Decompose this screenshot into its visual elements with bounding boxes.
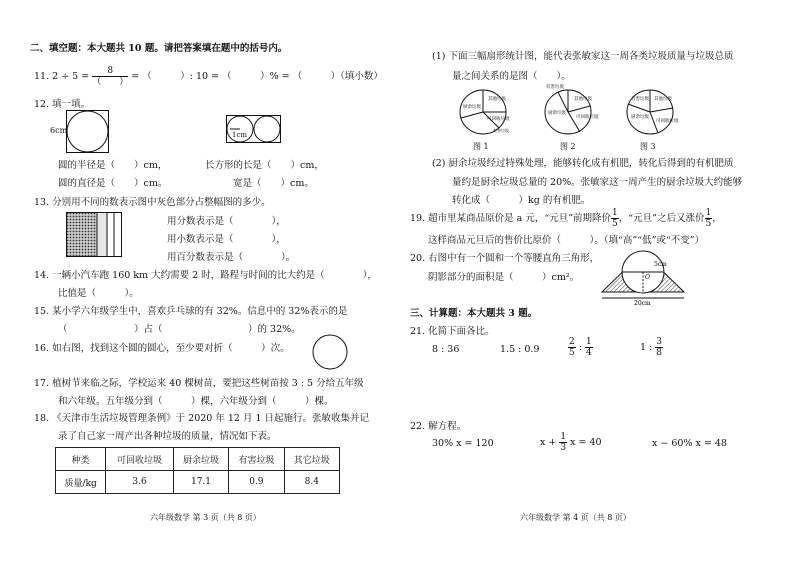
table-cell: 17.1 — [173, 471, 228, 494]
q12-line2b: 宽是（ ）cm。 — [233, 178, 314, 189]
table-cell: 8.4 — [284, 471, 339, 494]
q22-title: 22. 解方程。 — [410, 421, 467, 432]
q21-expr1: 8 : 36 — [432, 344, 460, 355]
table-row-label: 质量/kg — [56, 471, 106, 494]
q19-fraction1 — [611, 208, 619, 229]
right-footer: 六年级数学 第 4 页（共 8 页） — [520, 513, 631, 522]
fig1-label: 可回收垃圾 — [487, 117, 510, 122]
fig3-label: 厨余垃圾 — [631, 115, 649, 120]
garbage-table — [55, 447, 340, 494]
p2-line3: 转化成（ ）kg 的有机肥。 — [452, 195, 591, 206]
q13-decimal-line: 用小数表示是（ ）， — [167, 234, 286, 245]
q22-e2-b: x = 40 — [570, 437, 602, 448]
q19-frac2-num: 1 — [705, 208, 712, 218]
q20-line1: 20. 右图中有一个圆和一个等腰直角三角形， — [410, 253, 600, 264]
fig2-label: 厨余垃圾 — [548, 111, 566, 116]
q11-prefix: 11. 2 ÷ 5 = — [34, 71, 90, 82]
q15-line1: 15. 某小学六年级学生中，喜欢乒乓球的有 32%。信息中的 32%表示的是 — [34, 306, 348, 317]
q21-e3-num2: 1 — [585, 337, 592, 347]
q19-frac1-den: 5 — [612, 219, 618, 229]
q12-line1a: 圆的半径是（ ）cm， — [58, 160, 168, 171]
q19-part-b: ，“元旦”之后又涨价 — [618, 213, 705, 224]
q16-text: 16. 如右图，找到这个圆的圆心，至少要对折（ ）次。 — [34, 343, 290, 354]
table-cell: 0.9 — [229, 471, 284, 494]
pie-chart-fig2 — [540, 82, 600, 140]
q19-frac2-den: 5 — [705, 219, 712, 229]
q14-line2: 比值是（ ）。 — [58, 288, 139, 299]
fig2-caption: 图 2 — [560, 142, 576, 151]
p2-line2: 量约是厨余垃圾总量的 20%。张敏家这一周产生的厨余垃圾大约能够 — [452, 177, 743, 188]
pie-chart-fig3 — [622, 88, 682, 140]
table-header-cell: 可回收垃圾 — [106, 448, 174, 471]
table-header-cell: 种类 — [56, 448, 106, 471]
pie-chart-fig1 — [455, 88, 515, 140]
left-footer: 六年级数学 第 3 页（共 8 页） — [150, 513, 261, 522]
q17-line2: 和六年级。五年级分到（ ）棵，六年级分到（ ）棵。 — [58, 396, 334, 407]
p1-line1: (1) 下面三幅扇形统计图，能代表张敏家这一周各类垃圾质量与垃圾总质 — [432, 51, 734, 62]
q12-6cm-label: 6cm — [50, 126, 68, 135]
fig2-label: 可回收垃圾 — [576, 115, 599, 120]
q22-e2-frac — [559, 432, 567, 453]
q12-line2a: 圆的直径是（ ）cm。 — [58, 178, 168, 189]
q21-e3-num1: 2 — [569, 337, 575, 347]
q18-line2: 录了自己家一周产出各种垃圾的质量，情况如下表。 — [58, 431, 277, 442]
table-header-cell: 有害垃圾 — [229, 448, 284, 471]
q21-title: 21. 化简下面各比。 — [410, 326, 495, 337]
q20-line2: 阴影部分的面积是（ ）cm²。 — [428, 272, 580, 283]
q17-line1: 17. 植树节来临之际，学校运来 40 棵树苗，要把这些树苗按 3 : 5 分给五年级 — [34, 378, 364, 389]
q19-frac1-num: 1 — [612, 208, 618, 218]
table-cell: 3.6 — [106, 471, 174, 494]
q22-e2-num: 1 — [560, 432, 567, 442]
q20-circle-triangle-figure — [598, 244, 690, 307]
q16-circle-figure — [310, 334, 350, 374]
q22-e2-den: 3 — [560, 443, 567, 453]
q21-e4-num: 3 — [656, 337, 663, 347]
q21-e3-frac2 — [585, 337, 593, 358]
q11-rest: = （ ）: 10 = （ ）% = （ ）（填小数） — [131, 71, 383, 82]
q12-title: 12. 填一填。 — [34, 99, 91, 110]
fig2-label: 其他垃圾 — [574, 97, 592, 102]
fig1-caption: 图 1 — [473, 142, 489, 151]
q20-20cm-label: 20cm — [634, 300, 651, 307]
q13-shaded-grid-figure — [66, 212, 126, 258]
q14-line1: 14. 一辆小汽车跑 160 km 大约需要 2 时，路程与时间的比大约是（ ）， — [34, 270, 377, 281]
q21-e3-den2: 4 — [585, 348, 592, 358]
q21-expr3: $\frac{2}{5}$ : $\frac{1}{4}$ — [569, 337, 592, 358]
q11-frac-num: 8 — [92, 66, 128, 77]
q21-e4-a: 1 : — [640, 342, 653, 353]
fig1-label: 厨余垃圾 — [463, 105, 481, 110]
q22-eq1: 30% x = 120 — [432, 438, 494, 449]
fig1-label: 有害垃圾 — [493, 128, 509, 133]
q13-title: 13. 分别用不同的数表示图中灰色部分占整幅图的多少。 — [34, 197, 271, 208]
q19-part-a: 19. 超市里某商品原价是 a 元，“元旦”前期降价 — [410, 213, 612, 224]
fig3-label: 可回收垃圾 — [656, 119, 679, 124]
q21-expr2: 1.5 : 0.9 — [500, 344, 540, 355]
q12-1cm-label: 1cm — [232, 131, 248, 139]
q22-eq2 — [540, 432, 602, 453]
table-row — [56, 471, 340, 494]
q13-percent-line: 用百分数表示是（ ）。 — [167, 252, 296, 263]
table-header-cell: 其它垃圾 — [284, 448, 339, 471]
p1-line2: 量之间关系的是图（ ）。 — [452, 71, 571, 82]
fig2-label: 有害垃圾 — [546, 85, 564, 90]
p2-line1: (2) 厨余垃圾经过特殊处理，能够转化成有机肥，转化后得到的有机肥质 — [432, 158, 734, 169]
table-header-cell: 厨余垃圾 — [173, 448, 228, 471]
section2-title: 二、填空题：本大题共 10 题。请把答案填在题中的括号内。 — [30, 43, 288, 54]
section3-title: 三、计算题：本大题共 3 题。 — [410, 308, 538, 319]
q12-square-circle-figure — [66, 110, 126, 156]
q12-rect-circles-figure — [226, 115, 286, 145]
table-header-row — [56, 448, 340, 471]
q21-e3-den1: 5 — [569, 348, 575, 358]
q21-e3-frac1 — [568, 337, 576, 358]
q12-line1b: 长方形的长是（ ）cm， — [205, 160, 324, 171]
q21-expr4 — [640, 337, 663, 358]
q11-fraction — [92, 66, 128, 87]
q20-5cm-label: 5cm — [654, 261, 667, 268]
fig1-label: 其他垃圾 — [488, 97, 506, 102]
q15-line2: （ ）占（ ）的 32%。 — [58, 324, 301, 335]
fig3-caption: 图 3 — [640, 142, 656, 151]
q22-e2-a: x + — [540, 437, 557, 448]
q13-fraction-line: 用分数表示是（ ）， — [167, 216, 286, 227]
q20-o-label: O — [645, 274, 650, 281]
fig3-label: 有害垃圾 — [631, 97, 649, 102]
q19-line2: 这样商品元旦后的售价比原价（ ）。（填“高”“低”或“不变”） — [428, 235, 705, 246]
q19-line1 — [410, 208, 722, 229]
q19-part-c: ， — [712, 213, 722, 224]
q11 — [34, 66, 383, 87]
q18-line1: 18. 《天津市生活垃圾管理条例》于 2020 年 12 月 1 日起施行。张敏收集并记 — [34, 413, 370, 424]
q21-e4-frac — [655, 337, 663, 358]
q22-eq3: x − 60% x = 48 — [652, 438, 727, 449]
q11-frac-den: （ ） — [92, 77, 129, 87]
q21-e4-den: 8 — [656, 348, 663, 358]
fig3-label: 其他垃圾 — [654, 97, 672, 102]
